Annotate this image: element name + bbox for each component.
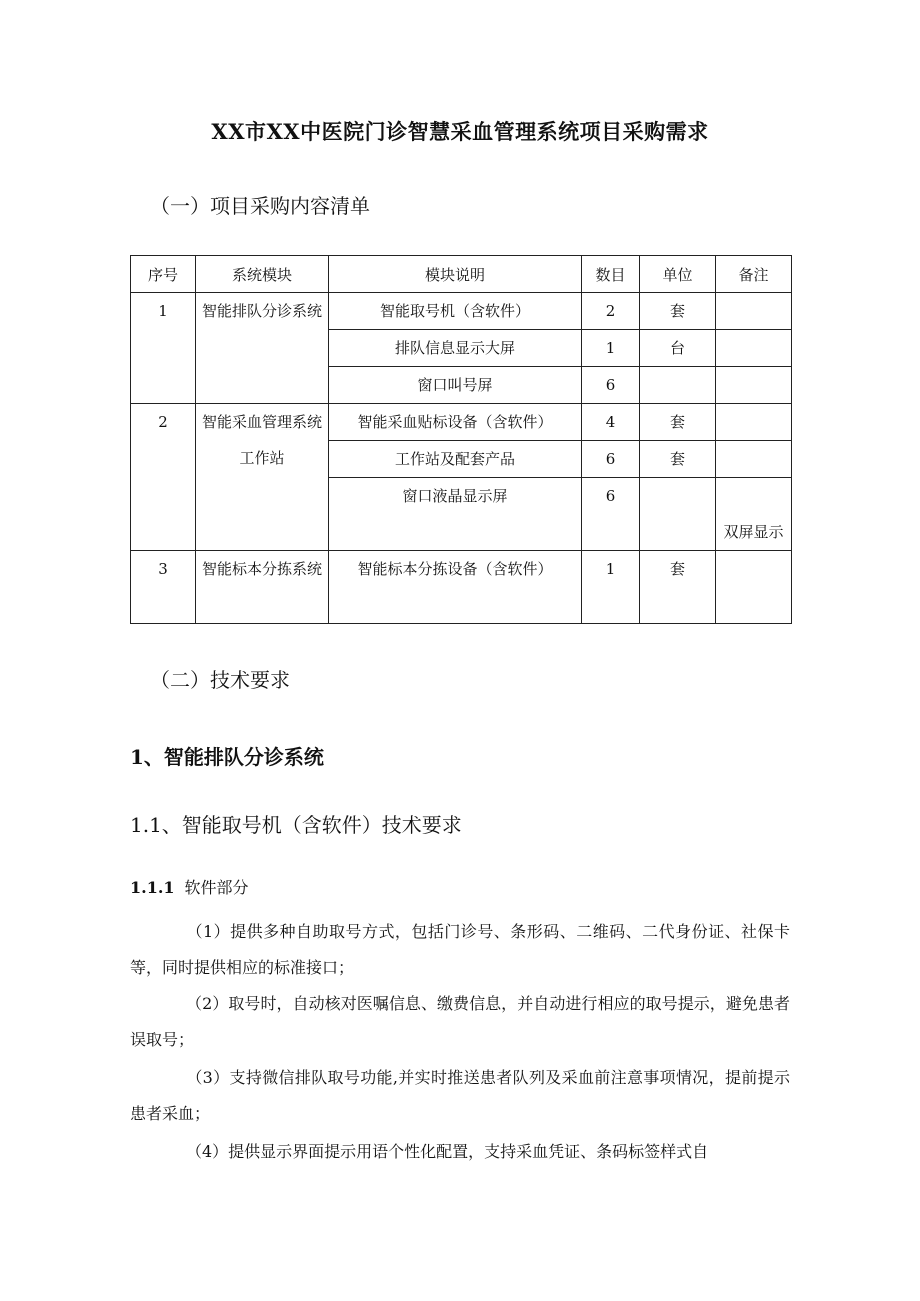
cell-desc: 智能取号机（含软件）	[329, 293, 582, 330]
cell-desc: 智能采血贴标设备（含软件）	[329, 404, 582, 441]
cell-note	[716, 551, 792, 624]
cell-module: 智能标本分拣系统	[196, 551, 329, 624]
heading-level-3-text: 软件部分	[184, 878, 249, 897]
paragraph: （1）提供多种自助取号方式，包括门诊号、条形码、二维码、二代身份证、社保卡等，同时提供相应的标准接口；	[130, 922, 790, 977]
table-row	[131, 293, 792, 330]
table-header-row	[131, 256, 792, 293]
document-title: XX市XX中医院门诊智慧采血管理系统项目采购需求	[211, 119, 709, 144]
table-row	[131, 551, 792, 624]
cell-unit	[640, 478, 716, 551]
section-heading-procurement-list: （一）项目采购内容清单	[150, 194, 370, 218]
cell-unit	[640, 367, 716, 404]
header-note: 备注	[716, 256, 792, 293]
header-module: 系统模块	[196, 256, 329, 293]
cell-unit: 台	[640, 330, 716, 367]
cell-desc: 排队信息显示大屏	[329, 330, 582, 367]
cell-note	[716, 367, 792, 404]
header-qty: 数目	[582, 256, 640, 293]
cell-qty: 1	[582, 330, 640, 367]
cell-note	[716, 441, 792, 478]
cell-unit: 套	[640, 404, 716, 441]
paragraph: （4）提供显示界面提示用语个性化配置，支持采血凭证、条码标签样式自	[186, 1142, 709, 1161]
cell-qty: 6	[582, 367, 640, 404]
cell-qty: 6	[582, 441, 640, 478]
paragraph: （3）支持微信排队取号功能,并实时推送患者队列及采血前注意事项情况，提前提示患者采血；	[130, 1068, 790, 1123]
cell-module: 智能排队分诊系统	[196, 293, 329, 404]
procurement-table	[130, 255, 792, 624]
cell-note	[716, 330, 792, 367]
header-desc: 模块说明	[329, 256, 582, 293]
heading-level-2: 1.1、智能取号机（含软件）技术要求	[130, 813, 462, 837]
cell-unit: 套	[640, 293, 716, 330]
heading-level-3-number: 1.1.1	[130, 878, 175, 897]
header-no: 序号	[131, 256, 196, 293]
paragraph: （2）取号时，自动核对医嘱信息、缴费信息，并自动进行相应的取号提示，避免患者误取号；	[130, 994, 790, 1049]
table-row	[131, 404, 792, 441]
cell-qty: 4	[582, 404, 640, 441]
cell-desc: 窗口叫号屏	[329, 367, 582, 404]
cell-note	[716, 293, 792, 330]
heading-level-1: 1、智能排队分诊系统	[130, 745, 324, 769]
section-heading-tech-requirements: （二）技术要求	[150, 668, 290, 692]
cell-unit: 套	[640, 551, 716, 624]
cell-qty: 6	[582, 478, 640, 551]
cell-no: 1	[131, 293, 196, 404]
cell-desc: 工作站及配套产品	[329, 441, 582, 478]
cell-note	[716, 404, 792, 441]
cell-module: 智能采血管理系统工作站	[196, 404, 329, 551]
cell-desc: 智能标本分拣设备（含软件）	[329, 551, 582, 624]
cell-desc: 窗口液晶显示屏	[329, 478, 582, 551]
cell-no: 3	[131, 551, 196, 624]
cell-no: 2	[131, 404, 196, 551]
cell-unit: 套	[640, 441, 716, 478]
header-unit: 单位	[640, 256, 716, 293]
cell-note: 双屏显示	[716, 478, 792, 551]
cell-qty: 1	[582, 551, 640, 624]
cell-qty: 2	[582, 293, 640, 330]
heading-level-3	[130, 875, 249, 898]
